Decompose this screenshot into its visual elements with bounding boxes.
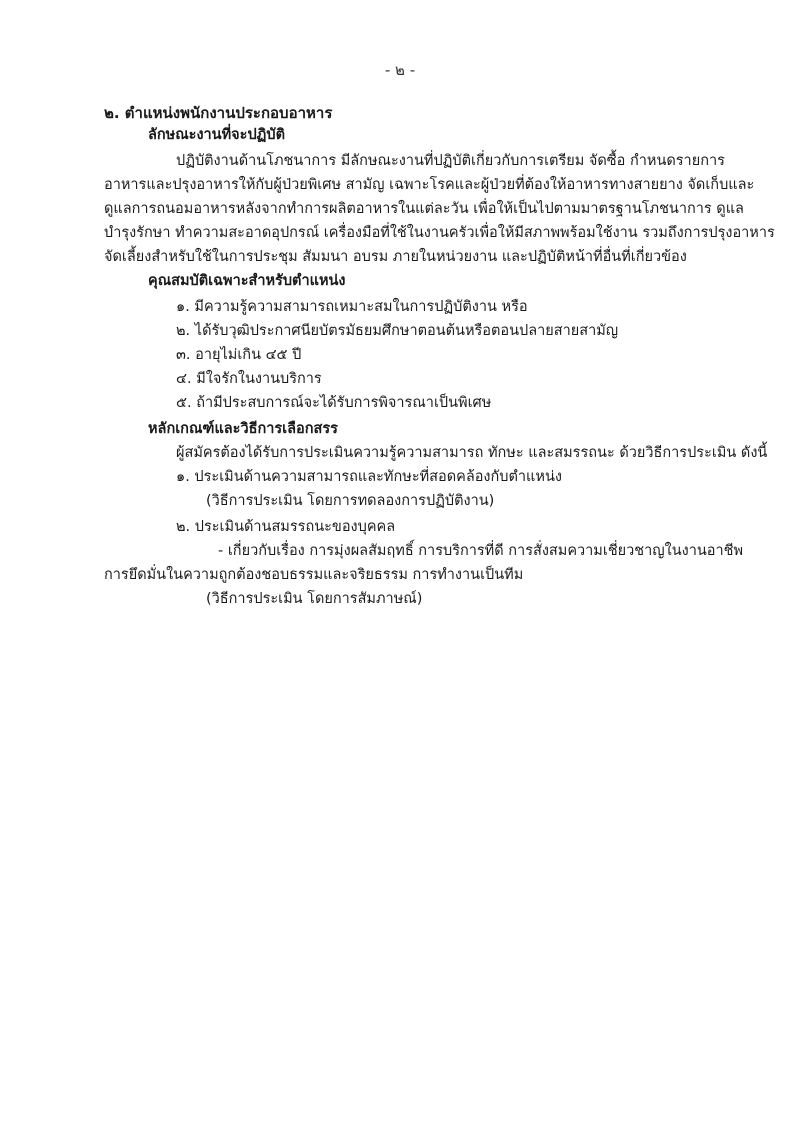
- selection-item-1: ๑. ประเมินด้านความสามารถและทักษะที่สอดคล้องกับตำแหน่ง: [176, 469, 562, 485]
- duties-line-5: จัดเลี้ยงสำหรับใช้ในการประชุม สัมมนา อบรม ภายในหน่วยงาน และปฏิบัติหน้าที่อื่นที่เกี่ยวข้อง: [104, 249, 687, 265]
- duties-line-3: ดูแลการถนอมอาหารหลังจากทำการผลิตอาหารในแต่ละวัน เพื่อให้เป็นไปตามมาตรฐานโภชนาการ ดูแล: [104, 201, 744, 217]
- section-title: ๒. ตำแหน่งพนักงานประกอบอาหาร: [104, 104, 333, 122]
- duties-heading: ลักษณะงานที่จะปฏิบัติ: [148, 127, 285, 143]
- qualification-item-4: ๔. มีใจรักในงานบริการ: [176, 371, 322, 387]
- selection-item-2-detail-1: - เกี่ยวกับเรื่อง การมุ่งผลสัมฤทธิ์ การบริการที่ดี การสั่งสมความเชี่ยวชาญในงานอาชีพ: [218, 543, 744, 559]
- duties-line-2: อาหารและปรุงอาหารให้กับผู้ป่วยพิเศษ สามัญ เฉพาะโรคและผู้ป่วยที่ต้องให้อาหารทางสายยาง จัดเก็บและ: [104, 177, 755, 193]
- selection-intro: ผู้สมัครต้องได้รับการประเมินความรู้ความสามารถ ทักษะ และสมรรถนะ ด้วยวิธีการประเมิน ดังนี้: [176, 445, 768, 461]
- qualification-item-1: ๑. มีความรู้ความสามารถเหมาะสมในการปฏิบัติงาน หรือ: [176, 299, 528, 315]
- qualifications-heading: คุณสมบัติเฉพาะสำหรับตำแหน่ง: [148, 273, 346, 289]
- duties-line-1: ปฏิบัติงานด้านโภชนาการ มีลักษณะงานที่ปฏิบัติเกี่ยวกับการเตรียม จัดซื้อ กำหนดรายการ: [176, 153, 725, 169]
- selection-item-1-method: (วิธีการประเมิน โดยการทดลองการปฏิบัติงาน): [206, 493, 495, 509]
- qualification-item-2: ๒. ได้รับวุฒิประกาศนียบัตรมัธยมศึกษาตอนต้นหรือตอนปลายสายสามัญ: [176, 323, 619, 339]
- selection-item-2-method: (วิธีการประเมิน โดยการสัมภาษณ์): [206, 591, 423, 607]
- selection-item-2: ๒. ประเมินด้านสมรรถนะของบุคคล: [176, 519, 396, 535]
- qualification-item-3: ๓. อายุไม่เกิน ๔๕ ปี: [176, 347, 302, 363]
- selection-item-2-detail-2: การยึดมั่นในความถูกต้องชอบธรรมและจริยธรรม การทำงานเป็นทีม: [104, 567, 524, 583]
- selection-heading: หลักเกณฑ์และวิธีการเลือกสรร: [148, 421, 338, 437]
- page-number: - ๒ -: [384, 61, 416, 79]
- duties-line-4: บำรุงรักษา ทำความสะอาดอุปกรณ์ เครื่องมือที่ใช้ในงานครัวเพื่อให้มีสภาพพร้อมใช้งาน รวมถึงการปรุงอาหาร: [104, 225, 775, 241]
- qualification-item-5: ๕. ถ้ามีประสบการณ์จะได้รับการพิจารณาเป็นพิเศษ: [176, 395, 492, 411]
